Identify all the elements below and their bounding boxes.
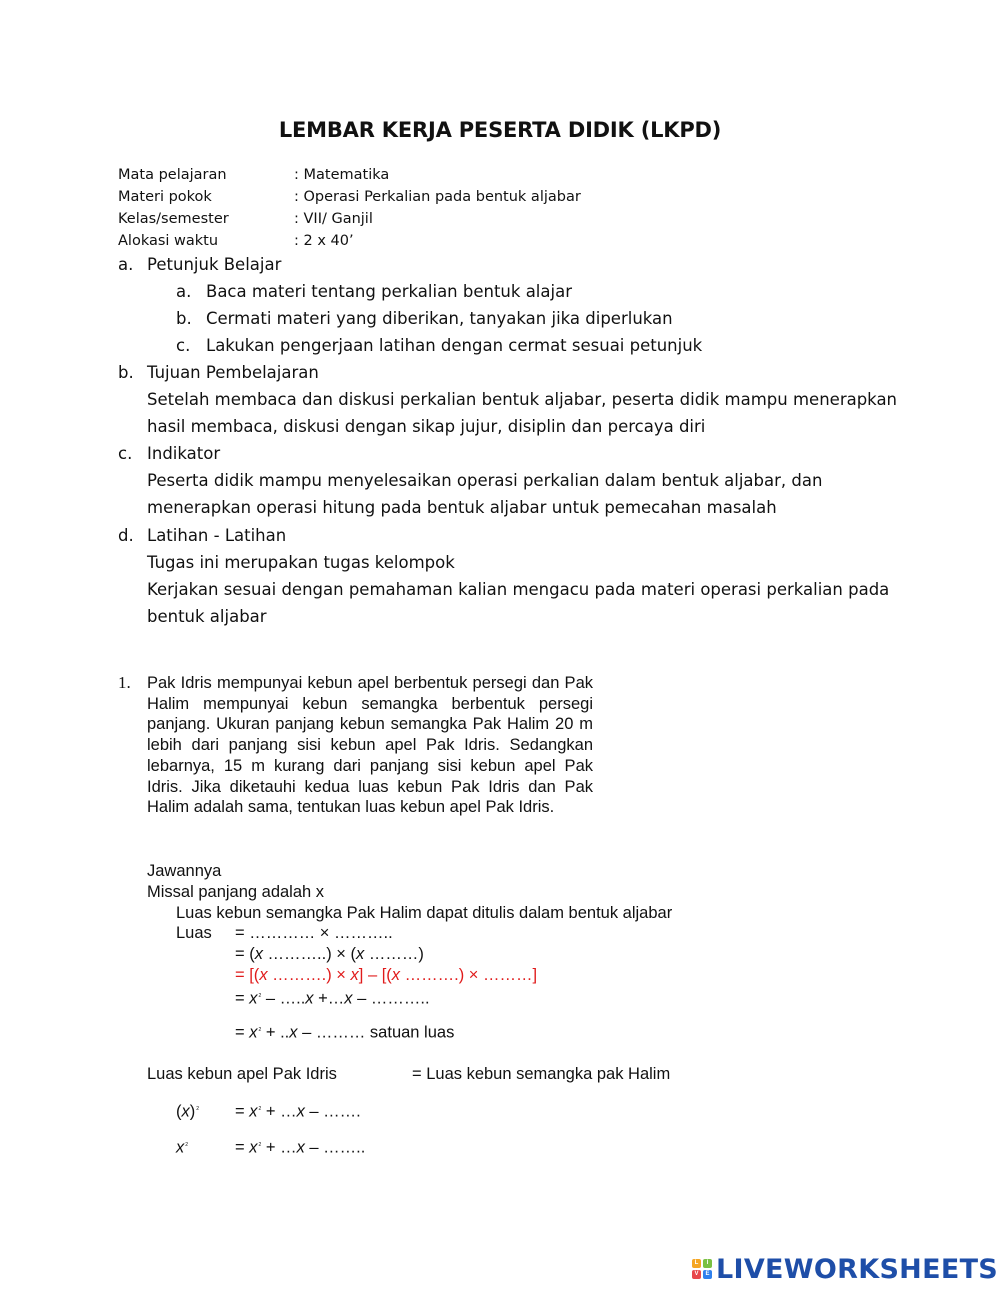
section-d-text: Kerjakan sesuai dengan pemahaman kalian mengacu pada materi operasi perkalian pada <box>147 580 890 599</box>
equality-right: = Luas kebun semangka pak Halim <box>412 1065 671 1083</box>
section-d-heading: Latihan - Latihan <box>147 526 287 545</box>
meta-label-class: Kelas/semester <box>118 211 229 227</box>
meta-value-subject: : Matematika <box>294 167 390 183</box>
section-c-text: Peserta didik mampu menyelesaikan operasi perkalian dalam bentuk aljabar, dan <box>147 471 823 490</box>
answer-line-2: = (x ………..) × (x ………) <box>235 945 424 963</box>
section-b-marker: b. <box>118 363 134 382</box>
liveworksheets-logo-text: LIVEWORKSHEETS <box>716 1253 999 1285</box>
logo-mark-l: L <box>692 1259 701 1268</box>
meta-label-topic: Materi pokok <box>118 189 212 205</box>
section-c-heading: Indikator <box>147 444 221 463</box>
liveworksheets-logo-icon <box>692 1259 712 1279</box>
answer-line-4: = x2 – …..x +…x – ……….. <box>235 989 430 1008</box>
section-b-text: hasil membaca, diskusi dengan sikap jujur, disiplin dan percaya diri <box>147 417 706 436</box>
liveworksheets-logo[interactable] <box>692 1254 998 1284</box>
answer-intro: Luas kebun semangka Pak Halim dapat ditulis dalam bentuk aljabar <box>176 904 673 922</box>
equation-2-right: = x2 + …x – …….. <box>235 1138 366 1157</box>
equality-left: Luas kebun apel Pak Idris <box>147 1065 337 1083</box>
section-a-item-text: Baca materi tentang perkalian bentuk alajar <box>206 282 572 301</box>
luas-label: Luas <box>176 924 212 942</box>
logo-mark-v: V <box>692 1270 701 1279</box>
answer-line-3-red: = [(x ……….) × x] – [(x ……….) × ………] <box>235 966 538 984</box>
section-c-text: menerapkan operasi hitung pada bentuk aljabar untuk pemecahan masalah <box>147 498 777 517</box>
logo-mark-e: E <box>703 1270 712 1279</box>
answer-line-1: = ………… × ……….. <box>235 924 393 942</box>
question-text: Pak Idris mempunyai kebun apel berbentuk persegi dan Pak Halim mempunyai kebun semangka berbentuk persegi panjang. Ukuran panjang kebun semangka Pak Halim 20 m lebih dari panjang sisi kebun apel Pak Idris. Sedangkan lebarnya, 15 m kurang dari panjang sisi kebun apel Pak Idris. Jika diketauhi kedua luas kebun Pak Idris dan Pak Halim adalah sama, tentukan luas kebun apel Pak Idris. <box>147 674 593 817</box>
section-a-item-marker: b. <box>176 309 192 328</box>
equation-2-left: x2 <box>176 1138 189 1157</box>
section-d-text: bentuk aljabar <box>147 607 267 626</box>
meta-value-topic: : Operasi Perkalian pada bentuk aljabar <box>294 189 581 205</box>
equation-1-left: (x)2 <box>176 1102 200 1121</box>
meta-value-time: : 2 x 40’ <box>294 233 354 249</box>
meta-label-subject: Mata pelajaran <box>118 167 227 183</box>
equation-1-right: = x2 + …x – ……. <box>235 1102 361 1121</box>
answer-heading: Jawannya <box>147 862 222 880</box>
section-d-marker: d. <box>118 526 134 545</box>
section-a-item-marker: c. <box>176 336 191 355</box>
section-b-heading: Tujuan Pembelajaran <box>147 363 319 382</box>
section-c-marker: c. <box>118 444 133 463</box>
page-title: LEMBAR KERJA PESERTA DIDIK (LKPD) <box>278 118 722 142</box>
answer-assumption: Missal panjang adalah x <box>147 883 325 901</box>
answer-line-5: = x2 + ..x – ……… satuan luas <box>235 1023 455 1042</box>
section-a-heading: Petunjuk Belajar <box>147 255 282 274</box>
meta-value-class: : VII/ Ganjil <box>294 211 373 227</box>
section-a-marker: a. <box>118 255 134 274</box>
section-d-text: Tugas ini merupakan tugas kelompok <box>147 553 455 572</box>
logo-mark-i: I <box>703 1259 712 1268</box>
section-a-item-marker: a. <box>176 282 192 301</box>
section-a-item-text: Cermati materi yang diberikan, tanyakan jika diperlukan <box>206 309 673 328</box>
question-number: 1. <box>118 673 131 692</box>
meta-label-time: Alokasi waktu <box>118 233 219 249</box>
section-a-item-text: Lakukan pengerjaan latihan dengan cermat sesuai petunjuk <box>206 336 703 355</box>
section-b-text: Setelah membaca dan diskusi perkalian bentuk aljabar, peserta didik mampu menerapkan <box>147 390 898 409</box>
